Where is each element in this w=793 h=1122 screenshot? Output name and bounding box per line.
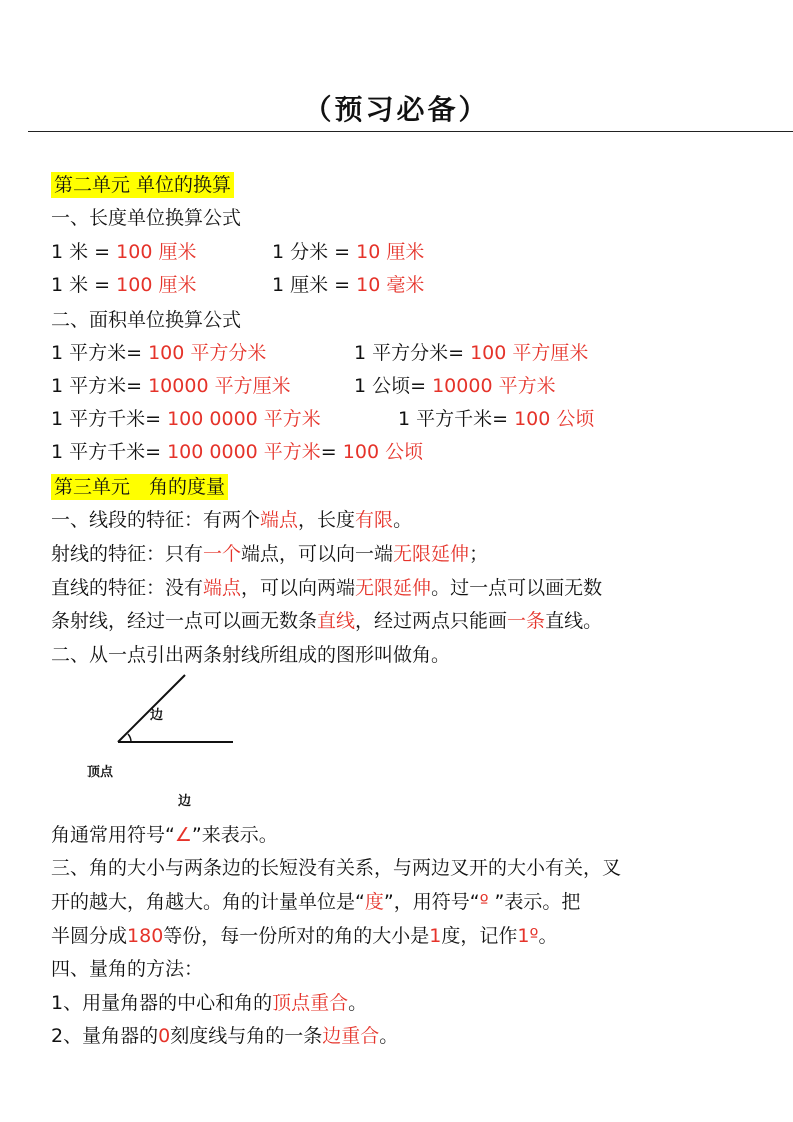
area-row-2: 1 平方米= 10000 平方厘米 xyxy=(51,375,291,397)
unit2-heading: 第二单元 单位的换算 xyxy=(51,173,234,197)
length-row-1: 1 米 = 100 厘米 xyxy=(51,241,197,263)
angle-arc xyxy=(128,734,131,742)
area-row-2-b: 1 公顷= 10000 平方米 xyxy=(354,375,556,397)
area-row-1: 1 平方米= 100 平方分米 xyxy=(51,342,267,364)
measure-heading: 四、量角的方法： xyxy=(51,958,204,980)
segment-feature: 一、线段的特征：有两个端点，长度有限。 xyxy=(51,509,413,531)
area-row-3-b: 1 平方千米= 100 公顷 xyxy=(398,408,595,430)
measure-step-1: 1、用量角器的中心和角的顶点重合。 xyxy=(51,992,368,1014)
side-upper-label: 边 xyxy=(150,708,164,723)
area-heading: 二、面积单位换算公式 xyxy=(51,309,242,331)
area-row-4: 1 平方千米= 100 0000 平方米= 100 公顷 xyxy=(51,441,424,463)
title-divider xyxy=(28,131,793,132)
area-row-1-b: 1 平方分米= 100 平方厘米 xyxy=(354,342,589,364)
unit3-heading: 第三单元 角的度量 xyxy=(51,475,228,499)
area-row-3: 1 平方千米= 100 0000 平方米 xyxy=(51,408,321,430)
line-feature-cont: 条射线，经过一点可以画无数条直线，经过两点只能画一条直线。 xyxy=(51,610,603,632)
length-heading: 一、长度单位换算公式 xyxy=(51,207,242,229)
vertex-label: 顶点 xyxy=(87,765,114,780)
angle-definition: 二、从一点引出两条射线所组成的图形叫做角。 xyxy=(51,644,451,666)
side-lower-label: 边 xyxy=(178,794,192,809)
page-title: （预习必备） xyxy=(303,93,490,126)
length-row-2: 1 米 = 100 厘米 xyxy=(51,274,197,296)
angle-size-1: 三、角的大小与两条边的长短没有关系，与两边叉开的大小有关，叉 xyxy=(51,857,622,879)
measure-step-2: 2、量角器的0刻度线与角的一条边重合。 xyxy=(51,1025,399,1047)
angle-diagram xyxy=(51,668,301,818)
angle-symbol: 角通常用符号“∠”来表示。 xyxy=(51,824,278,846)
angle-size-2: 开的越大，角越大。角的计量单位是“度”，用符号“º ”表示。把 xyxy=(51,891,581,913)
length-row-2-b: 1 厘米 = 10 毫米 xyxy=(272,274,425,296)
ray-feature: 射线的特征：只有一个端点，可以向一端无限延伸； xyxy=(51,543,489,565)
line-feature: 直线的特征：没有端点，可以向两端无限延伸。过一点可以画无数 xyxy=(51,577,603,599)
length-row-1-b: 1 分米 = 10 厘米 xyxy=(272,241,425,263)
angle-size-3: 半圆分成180等份，每一份所对的角的大小是1度，记作1º。 xyxy=(51,925,558,947)
